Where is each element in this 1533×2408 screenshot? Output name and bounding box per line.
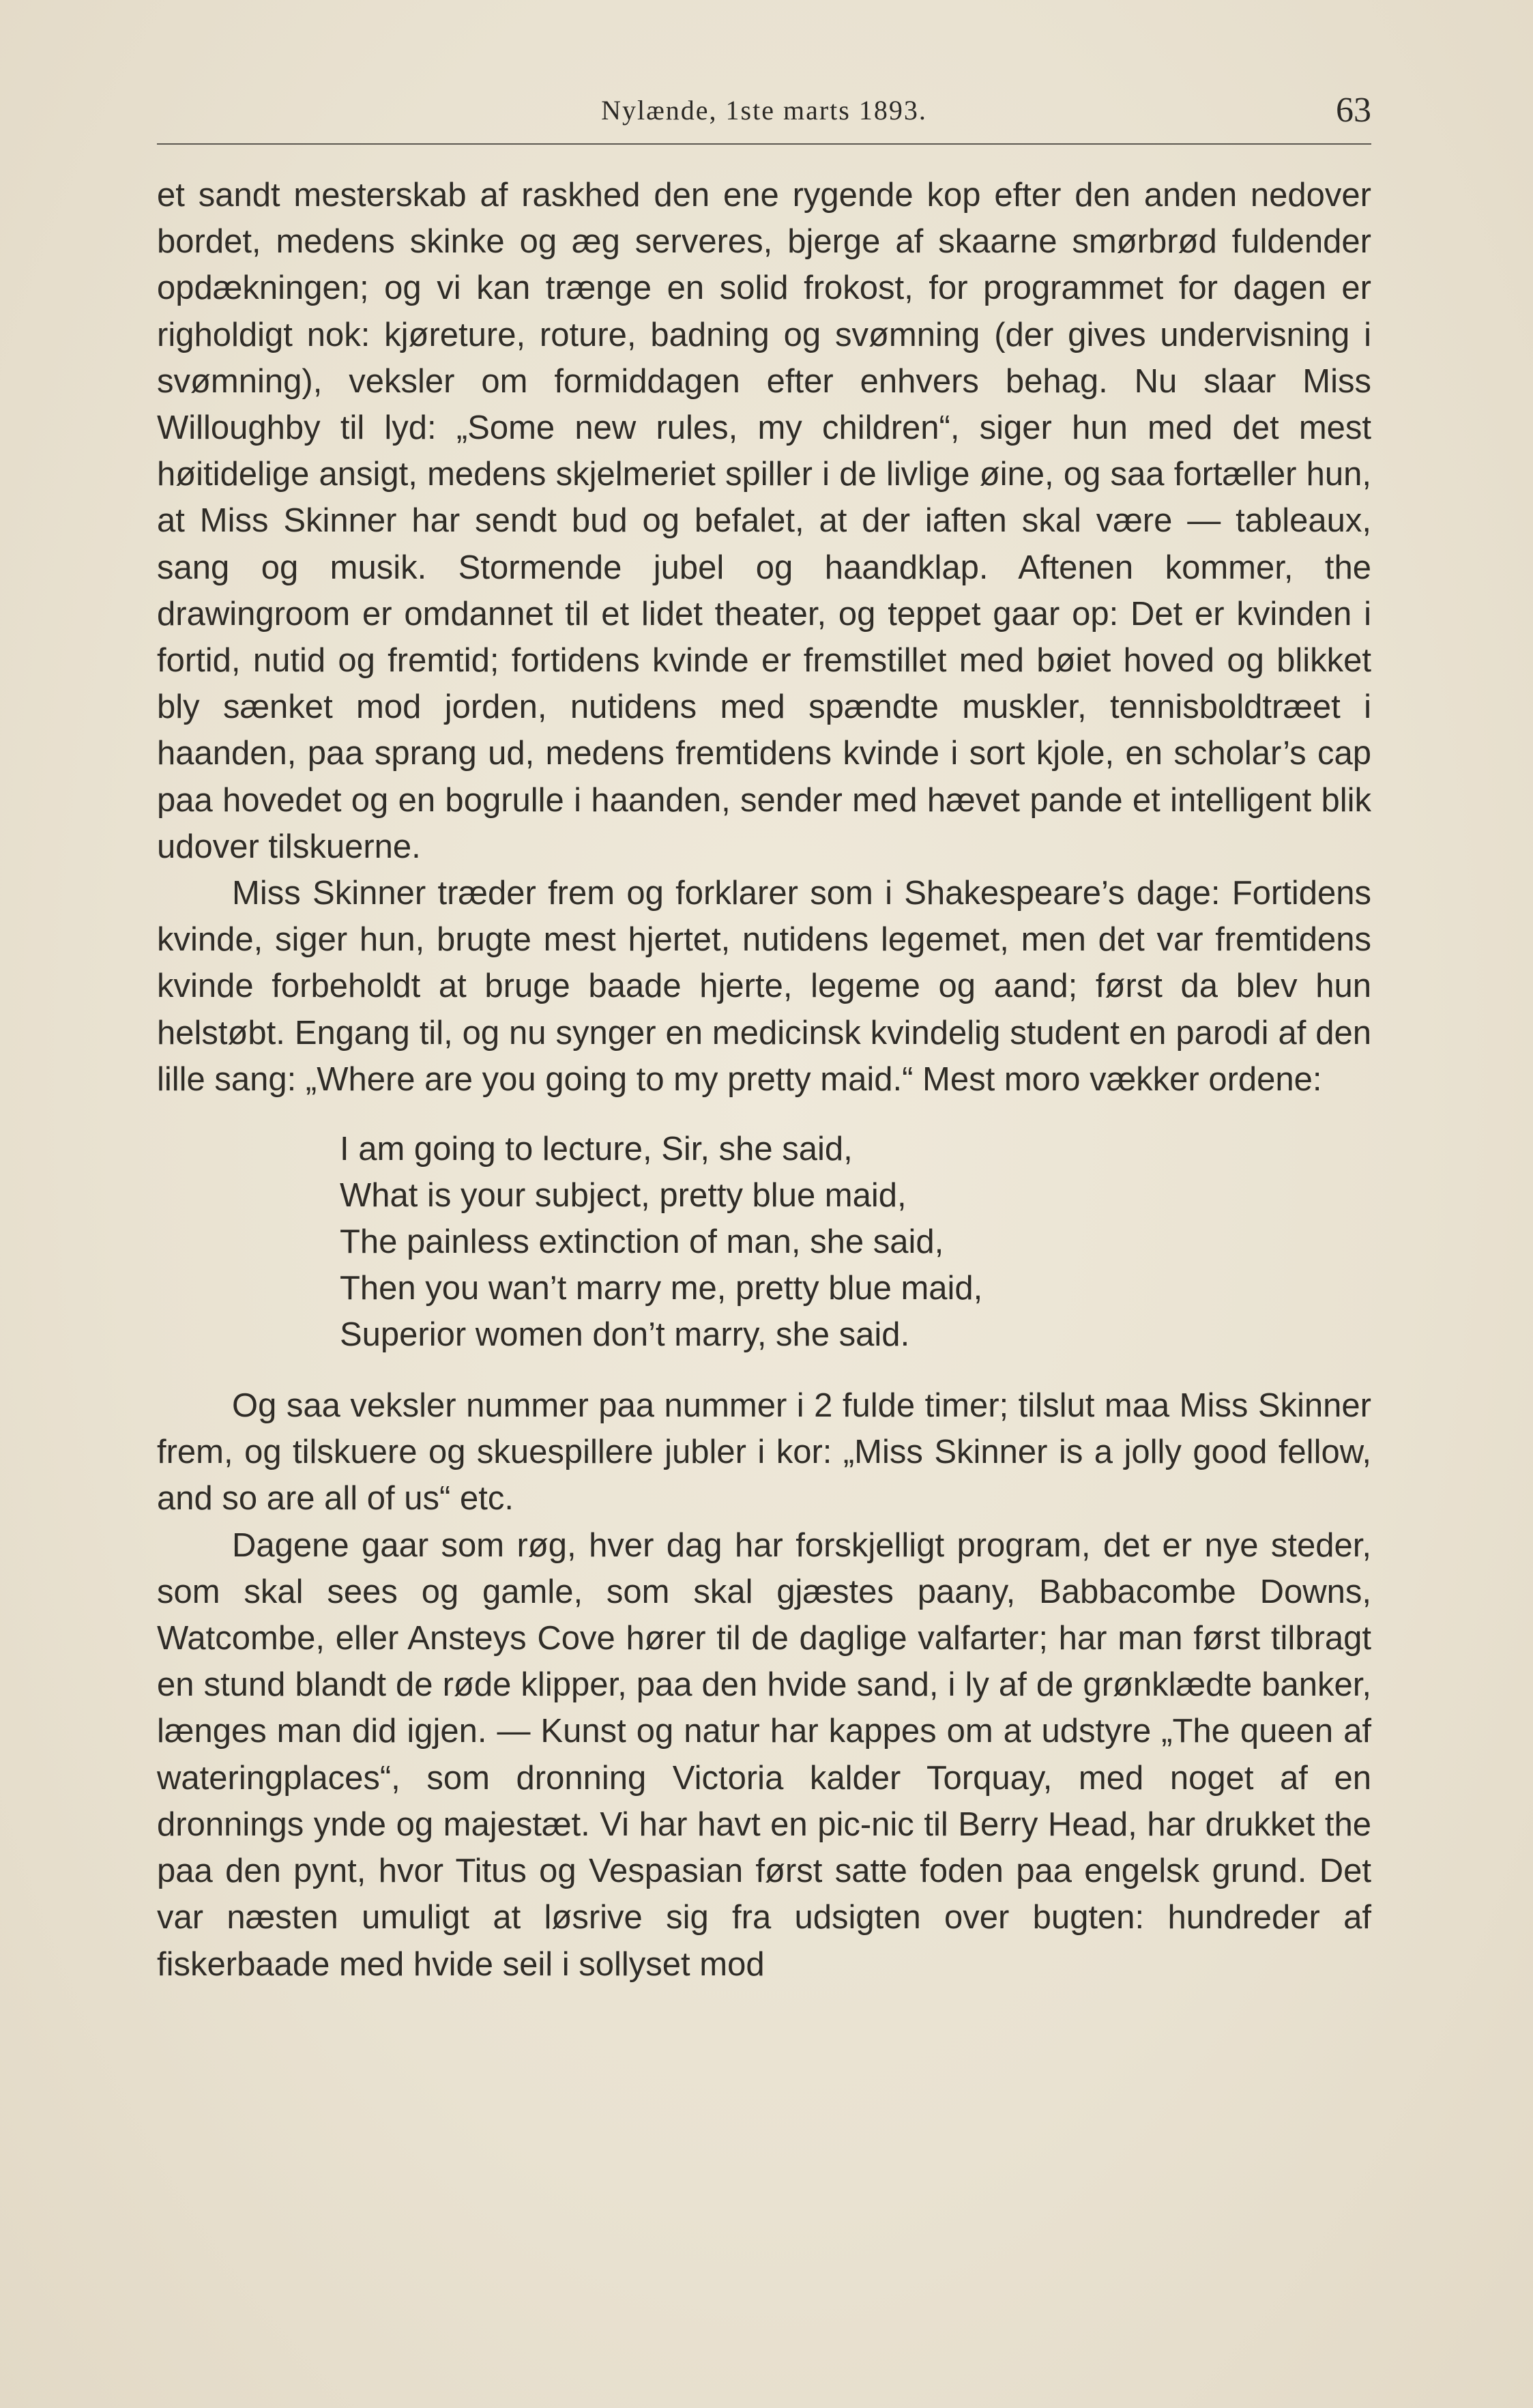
page-number: 63 [1336, 91, 1371, 130]
page-header [157, 82, 1371, 145]
body-text [157, 172, 1371, 1988]
paragraph-3: Og saa veksler nummer paa nummer i 2 fulde timer; tilslut maa Miss Skinner frem, og tilskuere og skuespillere jubler i kor: „Miss Skinner is a jolly good fellow, and so are all of us“ etc. [157, 1387, 1371, 1518]
paragraph-4: Dagene gaar som røg, hver dag har forskjelligt program, det er nye steder, som skal sees og gamle, som skal gjæstes paany, Babbacombe Downs, Watcombe, eller Ansteys Cove hører til de daglige valfarter; har man først tilbragt en stund blandt de røde klipper, paa den hvide sand, i ly af de grønklædte banker, længes man did igjen. — Kunst og natur har kappes om at udstyre „The queen af wateringplaces“, som dronning Victoria kalder Torquay, med noget af en dronnings ynde og majestæt. Vi har havt en pic-nic til Berry Head, har drukket the paa den pynt, hvor Titus og Vespasian først satte foden paa engelsk grund. Det var næsten umuligt at løsrive sig fra udsigten over bugten: hundreder af fiskerbaade med hvide seil i sollyset mod [157, 1526, 1371, 1983]
paragraph-1: et sandt mesterskab af raskhed den ene rygende kop efter den anden nedover bordet, medens skinke og æg serveres, bjerge af skaarne smørbrød fuldender opdækningen; og vi kan trænge en solid frokost, for programmet for dagen er righoldigt nok: kjøreture, roture, badning og svømning (der gives undervisning i svømning), veksler om formiddagen efter enhvers behag. Nu slaar Miss Willoughby til lyd: „Some new rules, my children“, siger hun med det mest høitidelige ansigt, medens skjelmeriet spiller i de livlige øine, og saa fortæller hun, at Miss Skinner har sendt bud og befalet, at der iaften skal være — tableaux, sang og musik. Stormende jubel og haandklap. Aftenen kommer, the drawingroom er omdannet til et lidet theater, og teppet gaar op: Det er kvinden i fortid, nutid og fremtid; fortidens kvinde er fremstillet med bøiet hoved og blikket bly sænket mod jorden, nutidens med spændte muskler, tennisboldtræet i haanden, paa sprang ud, medens fremtidens kvinde i sort kjole, en scholar’s cap paa hovedet og en bogrulle i haanden, sender med hævet pande et intelligent blik udover tilskuerne. [157, 177, 1371, 865]
poem-line: Superior women don’t marry, she said. [340, 1316, 910, 1354]
poem-line: What is your subject, pretty blue maid, [340, 1177, 907, 1215]
poem-line: The painless extinction of man, she said, [340, 1223, 944, 1261]
poem-line: Then you wan’t marry me, pretty blue maid, [340, 1270, 983, 1307]
running-head: Nylænde, 1ste marts 1893. [601, 95, 927, 126]
paragraph-2: Miss Skinner træder frem og forklarer som i Shakespeare’s dage: Fortidens kvinde, siger hun, brugte mest hjertet, nutidens legemet, men det var fremtidens kvinde forbeholdt at bruge baade hjerte, legeme og aand; først da blev hun helstøbt. Engang til, og nu synger en medicinsk kvindelig student en parodi af den lille sang: „Where are you going to my pretty maid.“ Mest moro vækker ordene: [157, 875, 1371, 1098]
poem-line: I am going to lecture, Sir, she said, [340, 1131, 853, 1168]
poem-stanza [340, 1126, 1371, 1358]
